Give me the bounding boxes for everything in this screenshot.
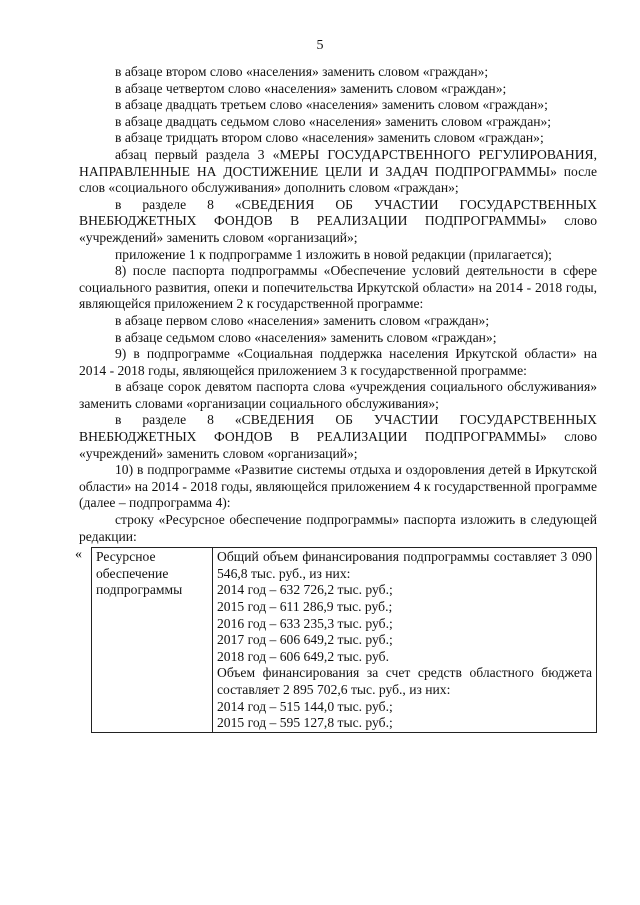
paragraph: 8) после паспорта подпрограммы «Обеспечение условий деятельности в сфере социального развития, опеки и попечительства Иркутской области» на 2014 - 2018 годы, являющейся приложением 2 к государственной программе: — [79, 263, 597, 312]
paragraph: в разделе 8 «СВЕДЕНИЯ ОБ УЧАСТИИ ГОСУДАРСТВЕННЫХ ВНЕБЮДЖЕТНЫХ ФОНДОВ В РЕАЛИЗАЦИИ ПОДПРОГРАММЫ» слово «учреждений» заменить словом «организаций»; — [79, 412, 597, 461]
paragraph: строку «Ресурсное обеспечение подпрограммы» паспорта изложить в следующей редакции: — [79, 512, 597, 544]
document-body — [75, 64, 597, 733]
table-label-cell: Ресурсное обеспечение подпрограммы — [92, 548, 213, 733]
resource-table-block — [75, 547, 597, 733]
paragraph: в абзаце втором слово «населения» заменить словом «граждан»; — [115, 64, 489, 79]
paragraph: в абзаце двадцать третьем слово «населения» заменить словом «граждан»; — [115, 97, 548, 113]
table-line: 2016 год – 633 235,3 тыс. руб.; — [217, 615, 393, 631]
table-line: 2018 год – 606 649,2 тыс. руб. — [217, 648, 389, 664]
paragraph: в абзаце четвертом слово «населения» заменить словом «граждан»; — [115, 80, 507, 96]
opening-quote: « — [75, 547, 82, 563]
table-line: Общий объем финансирования подпрограммы составляет 3 090 546,8 тыс. руб., из них: — [217, 549, 592, 581]
table-row — [92, 548, 597, 733]
table-line: 2014 год – 515 144,0 тыс. руб.; — [217, 698, 393, 714]
paragraph: в абзаце сорок девятом паспорта слова «учреждения социального обслуживания» заменить словами «организации социального обслуживания»; — [79, 379, 597, 411]
paragraph: в абзаце седьмом слово «населения» заменить словом «граждан»; — [115, 329, 497, 345]
table-line: 2017 год – 606 649,2 тыс. руб.; — [217, 632, 393, 648]
paragraph: абзац первый раздела 3 «МЕРЫ ГОСУДАРСТВЕННОГО РЕГУЛИРОВАНИЯ, НАПРАВЛЕННЫЕ НА ДОСТИЖЕНИЕ ЦЕЛИ И ЗАДАЧ ПОДПРОГРАММЫ» после слов «социального обслуживания» дополнить словом «граждан»; — [79, 146, 597, 196]
paragraph: в абзаце тридцать втором слово «населения» заменить словом «граждан»; — [115, 130, 544, 146]
table-line: 2014 год – 632 726,2 тыс. руб.; — [217, 582, 393, 598]
paragraph: в абзаце первом слово «населения» заменить словом «граждан»; — [115, 312, 490, 328]
paragraph: 9) в подпрограмме «Социальная поддержка населения Иркутской области» на 2014 - 2018 годы, являющейся приложением 3 к государственной программе: — [79, 346, 597, 378]
table-value-cell — [213, 548, 597, 733]
page-number: 5 — [316, 38, 324, 53]
resource-table — [91, 547, 597, 733]
paragraph: в разделе 8 «СВЕДЕНИЯ ОБ УЧАСТИИ ГОСУДАРСТВЕННЫХ ВНЕБЮДЖЕТНЫХ ФОНДОВ В РЕАЛИЗАЦИИ ПОДПРОГРАММЫ» слово «учреждений» заменить словом «организаций»; — [79, 196, 597, 245]
table-line: Объем финансирования за счет средств областного бюджета составляет 2 895 702,6 тыс. руб., из них: — [217, 665, 592, 697]
table-line: 2015 год – 595 127,8 тыс. руб.; — [217, 715, 393, 731]
paragraph: 10) в подпрограмме «Развитие системы отдыха и оздоровления детей в Иркутской области» на 2014 - 2018 годы, являющейся приложением 4 к государственной программе (далее – подпрограмма 4): — [79, 462, 597, 511]
paragraph: приложение 1 к подпрограмме 1 изложить в новой редакции (прилагается); — [115, 246, 552, 262]
paragraph: в абзаце двадцать седьмом слово «населения» заменить словом «граждан»; — [115, 113, 552, 129]
table-line: 2015 год – 611 286,9 тыс. руб.; — [217, 599, 393, 614]
